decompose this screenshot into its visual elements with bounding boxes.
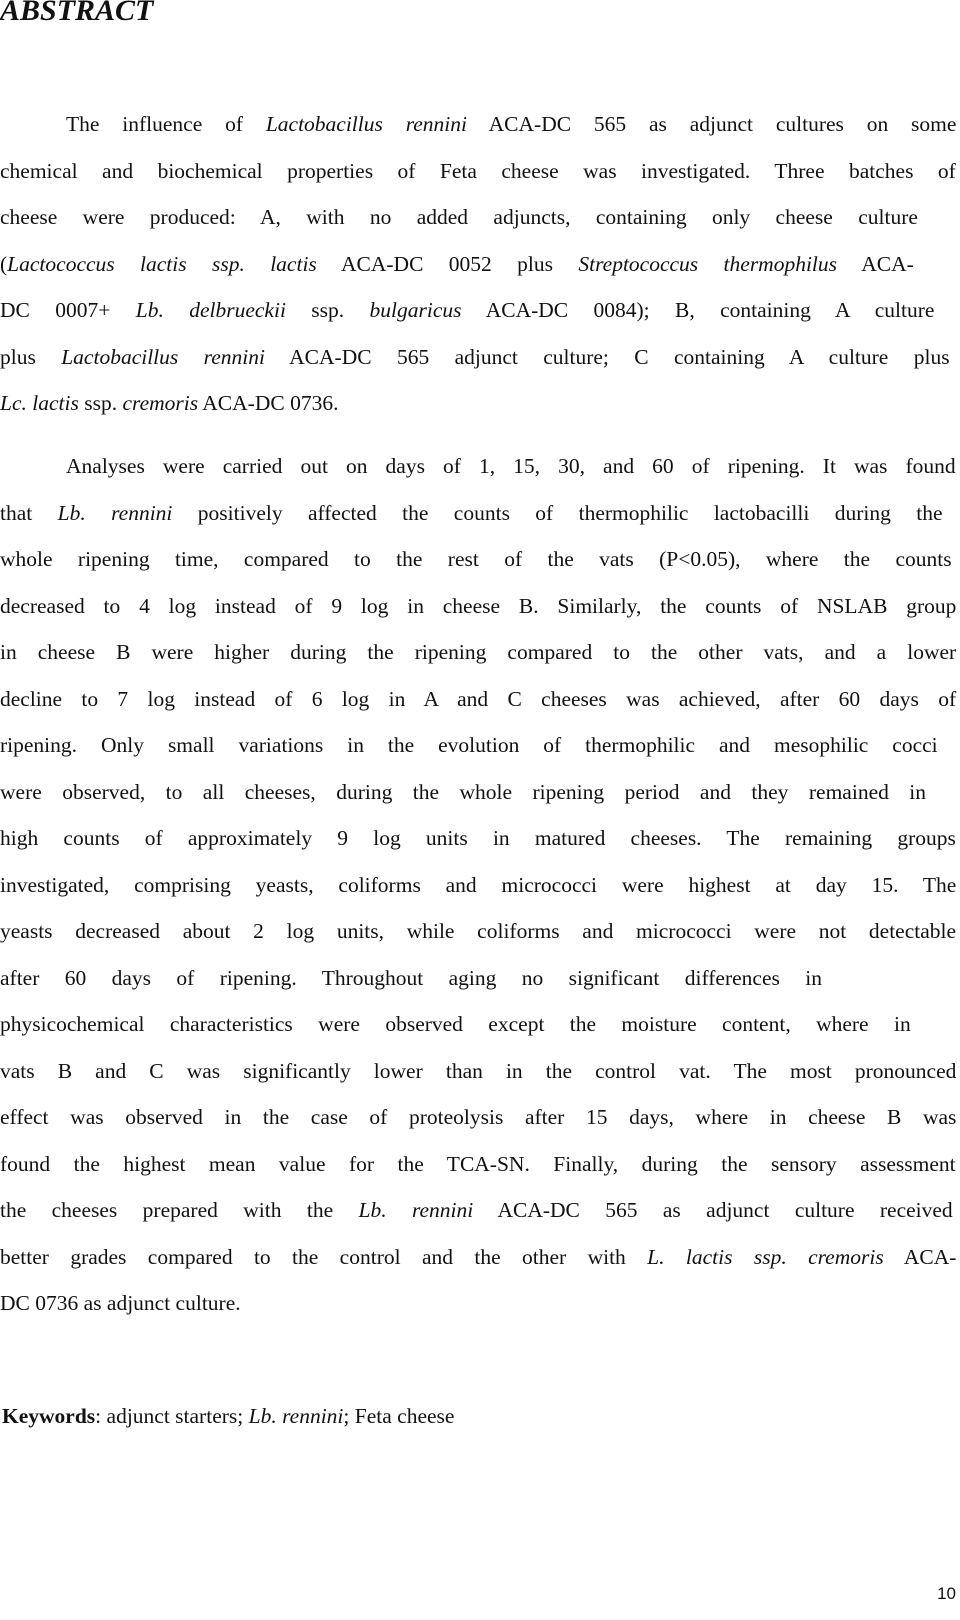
text-line: decline to 7 log instead of 6 log in A and C cheeses was achieved, after 60 days of (0, 686, 957, 711)
abstract-paragraph-1 (0, 101, 956, 427)
text-line: after 60 days of ripening. Throughout aging no significant differences in (0, 965, 822, 990)
text-line: DC 0007+ Lb. delbrueckii ssp. bulgaricus ACA-DC 0084); B, containing A culture (0, 298, 935, 322)
abstract-heading: ABSTRACT (0, 0, 154, 27)
text-line: high counts of approximately 9 log units in matured cheeses. The remaining groups (0, 826, 956, 850)
text-line: cheese were produced: A, with no added adjuncts, containing only cheese culture (0, 205, 918, 229)
text-line: Lc. lactis ssp. cremoris ACA-DC 0736. (0, 391, 339, 415)
text-line: the cheeses prepared with the Lb. rennini ACA-DC 565 as adjunct culture received (0, 1198, 953, 1222)
text-line: The influence of Lactobacillus rennini ACA-DC 565 as adjunct cultures on some (66, 112, 957, 136)
text-line: better grades compared to the control and the other with L. lactis ssp. cremoris ACA- (0, 1244, 957, 1269)
abstract-paragraph-2 (0, 443, 956, 1327)
text-line: plus Lactobacillus rennini ACA-DC 565 adjunct culture; C containing A culture plus (0, 344, 950, 369)
page-number: 10 (937, 1584, 956, 1603)
text-line: were observed, to all cheeses, during the whole ripening period and they remained in (0, 779, 927, 804)
keywords-line: Keywords: adjunct starters; Lb. rennini; Feta cheese (2, 1404, 455, 1428)
text-line: (Lactococcus lactis ssp. lactis ACA-DC 0052 plus Streptococcus thermophilus ACA- (0, 251, 914, 276)
text-line: vats B and C was significantly lower than in the control vat. The most pronounced (0, 1058, 957, 1083)
text-line: investigated, comprising yeasts, coliforms and micrococci were highest at day 15. The (0, 872, 957, 897)
text-line: effect was observed in the case of proteolysis after 15 days, where in cheese B was (0, 1105, 957, 1129)
text-line: found the highest mean value for the TCA-SN. Finally, during the sensory assessment (0, 1151, 956, 1176)
text-line: ripening. Only small variations in the evolution of thermophilic and mesophilic cocci (0, 733, 938, 757)
text-line: that Lb. rennini positively affected the counts of thermophilic lactobacilli during the (0, 500, 943, 525)
text-line: DC 0736 as adjunct culture. (0, 1291, 241, 1315)
text-line: yeasts decreased about 2 log units, while coliforms and micrococci were not detectable (0, 919, 957, 943)
text-line: Analyses were carried out on days of 1, 15, 30, and 60 of ripening. It was found (66, 454, 956, 478)
text-line: chemical and biochemical properties of Feta cheese was investigated. Three batches of (0, 158, 956, 183)
text-line: physicochemical characteristics were observed except the moisture content, where in (0, 1012, 911, 1036)
text-line: in cheese B were higher during the ripening compared to the other vats, and a lower (0, 640, 957, 664)
keywords-label: Keywords (2, 1404, 96, 1428)
text-line: decreased to 4 log instead of 9 log in cheese B. Similarly, the counts of NSLAB group (0, 593, 957, 618)
text-line: whole ripening time, compared to the rest of the vats (P<0.05), where the counts (0, 547, 952, 571)
